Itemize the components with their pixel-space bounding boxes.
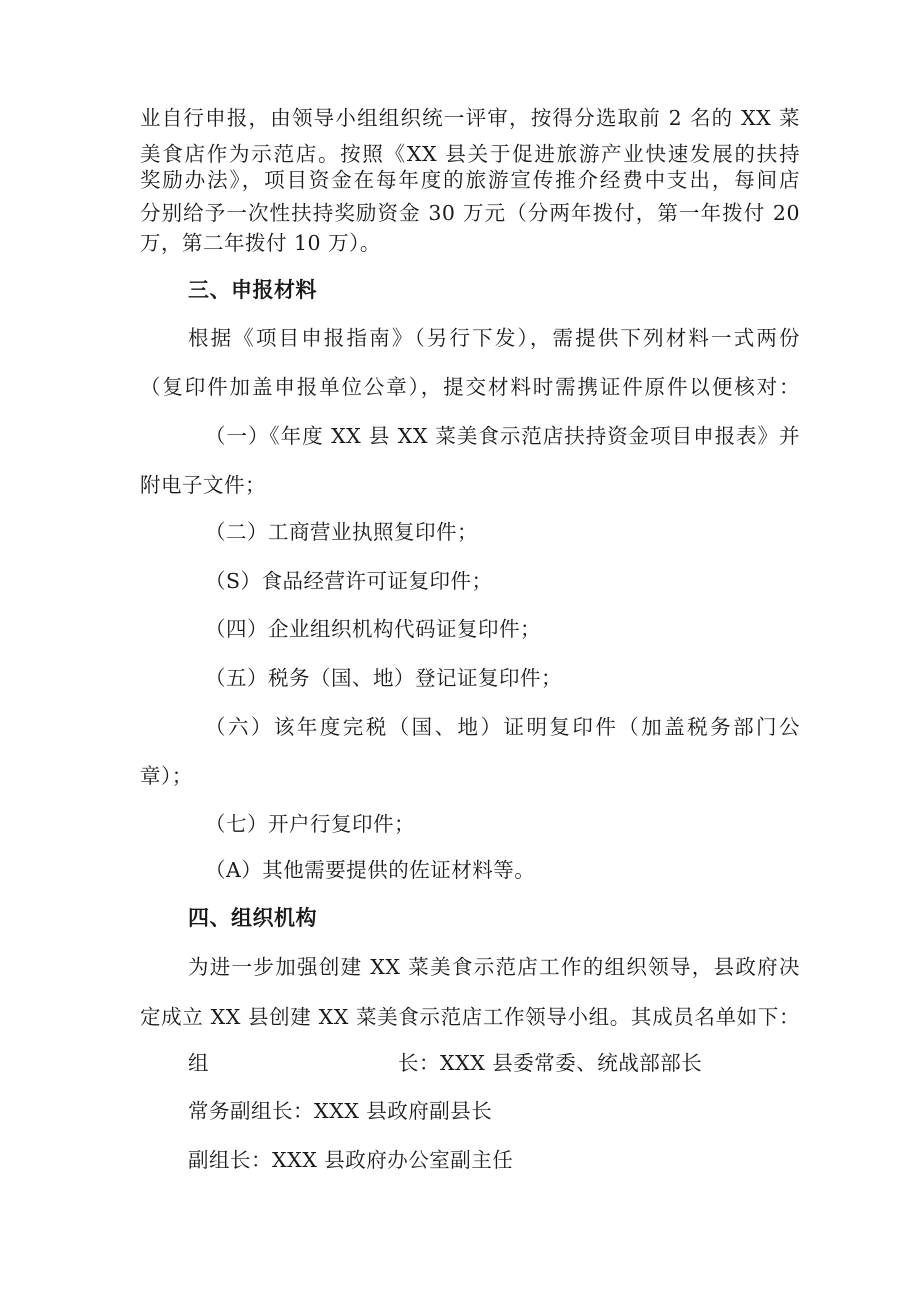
- paragraph-line: 奖励办法》，项目资金在每年度的旅游宣传推介经费中支出，每间店: [140, 168, 800, 192]
- list-item-continuation: 附电子文件；: [140, 473, 266, 497]
- list-item: （七）开户行复印件；: [205, 812, 415, 836]
- paragraph-line: 定成立 XX 县创建 XX 菜美食示范店工作领导小组。其成员名单如下：: [140, 1005, 800, 1029]
- list-item: （A）其他需要提供的佐证材料等。: [205, 858, 536, 882]
- member-entry: 长：XXX 县委常委、统战部部长: [398, 1051, 703, 1075]
- list-item: （四）企业组织机构代码证复印件；: [205, 617, 541, 641]
- paragraph-line: 业自行申报，由领导小组组织统一评审，按得分选取前 2 名的 XX 菜: [140, 106, 800, 130]
- paragraph-line: 万，第二年拨付 10 万）。: [140, 231, 381, 255]
- list-item: （五）税务（国、地）登记证复印件；: [205, 666, 562, 690]
- paragraph-line: 美食店作为示范店。按照《XX 县关于促进旅游产业快速发展的扶持: [140, 142, 800, 166]
- paragraph-line: 根据《项目申报指南》（另行下发），需提供下列材料一式两份: [188, 326, 800, 350]
- section-heading: 四、组织机构: [188, 906, 317, 930]
- list-item: （一）《年度 XX 县 XX 菜美食示范店扶持资金项目申报表》并: [205, 424, 800, 448]
- member-role-label: 组: [188, 1051, 209, 1075]
- member-entry: 副组长：XXX 县政府办公室副主任: [188, 1148, 514, 1172]
- paragraph-line: 为进一步加强创建 XX 菜美食示范店工作的组织领导，县政府决: [188, 955, 800, 979]
- paragraph-line: 分别给予一次性扶持奖励资金 30 万元（分两年拨付，第一年拨付 20: [140, 201, 800, 225]
- list-item: （S）食品经营许可证复印件；: [205, 569, 493, 593]
- list-item: （六）该年度完税（国、地）证明复印件（加盖税务部门公: [205, 715, 800, 739]
- list-item: （二）工商营业执照复印件；: [205, 520, 478, 544]
- member-entry: 常务副组长：XXX 县政府副县长: [188, 1099, 493, 1123]
- section-heading: 三、申报材料: [188, 278, 317, 302]
- paragraph-line: （复印件加盖申报单位公章），提交材料时需携证件原件以便核对：: [140, 375, 800, 399]
- list-item-continuation: 章）；: [140, 764, 193, 788]
